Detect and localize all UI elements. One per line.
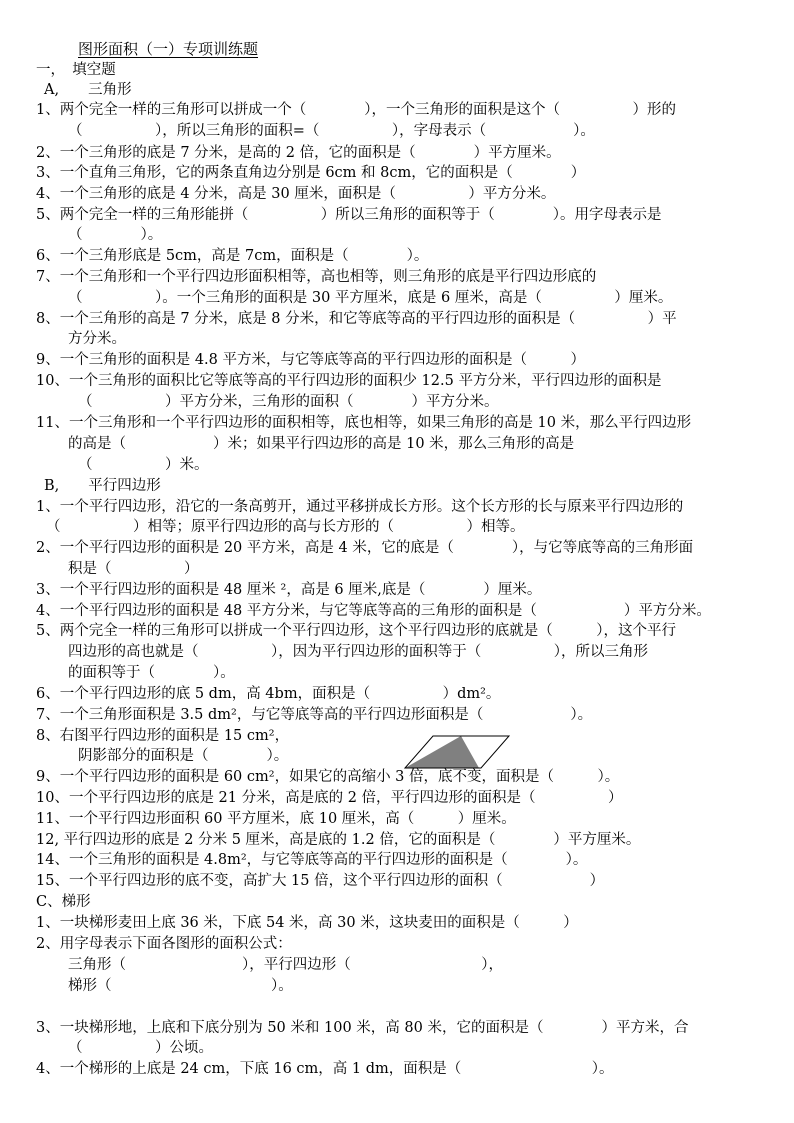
worksheet-title: 图形面积（一）专项训练题 (78, 40, 259, 58)
question-a11-continued-2: （ ）米。 (78, 457, 209, 473)
question-b1-continued: （ ）相等；原平行四边形的高与长方形的（ ）相等。 (46, 519, 525, 535)
question-b12: 12, 平行四边形的底是 2 分米 5 厘米，高是底的 1.2 倍，它的面积是（ ）平方厘米。 (36, 832, 641, 848)
question-b5-continued-2: 的面积等于（ ）。 (68, 665, 235, 681)
question-a7: 7、一个三角形和一个平行四边形面积相等，高也相等，则三角形的底是平行四边形底的 (36, 269, 597, 285)
question-a9: 9、一个三角形的面积是 4.8 平方米，与它等底等高的平行四边形的面积是（ ） (36, 352, 586, 368)
section-a-heading: A, 三角形 (44, 82, 132, 98)
shaded-triangle (405, 736, 479, 768)
question-a8-continued: 方分米。 (68, 331, 126, 347)
question-b8: 8、右图平行四边形的面积是 15 cm²， (36, 728, 290, 744)
question-b10: 10、一个平行四边形的底是 21 分米，高是底的 2 倍，平行四边形的面积是（ ） (36, 790, 623, 806)
question-b1: 1、一个平行四边形，沿它的一条高剪开，通过平移拼成长方形。这个长方形的长与原来平行四边形的 (36, 499, 684, 515)
question-b2: 2、一个平行四边形的面积是 20 平方米，高是 4 米，它的底是（ ），与它等底等高的三角形面 (36, 540, 694, 556)
question-c2-formulas-continued: 梯形（ ）。 (68, 978, 293, 994)
question-b8-continued: 阴影部分的面积是（ ）。 (78, 748, 289, 764)
question-b9: 9、一个平行四边形的面积是 60 cm²，如果它的高缩小 3 倍，底不变，面积是（ ）。 (36, 769, 620, 785)
question-b5: 5、两个完全一样的三角形可以拼成一个平行四边形，这个平行四边形的底就是（ ），这个平行 (36, 623, 676, 639)
section-b-heading: B, 平行四边形 (44, 478, 161, 494)
question-b5-continued: 四边形的高也就是（ ），因为平行四边形的面积等于（ ），所以三角形 (68, 644, 648, 660)
question-b7: 7、一个三角形面积是 3.5 dm²，与它等底等高的平行四边形面积是（ ）。 (36, 707, 593, 723)
question-c3: 3、一块梯形地，上底和下底分别为 50 米和 100 米，高 80 米，它的面积是（ ）平方米，合 (36, 1020, 689, 1036)
question-b3: 3、一个平行四边形的面积是 48 厘米 ²，高是 6 厘米,底是（ ）厘米。 (36, 582, 542, 598)
question-b6: 6、一个平行四边形的底 5 dm，高 4bm，面积是（ ）dm²。 (36, 686, 501, 702)
question-b14: 14、一个三角形的面积是 4.8m²，与它等底等高的平行四边形的面积是（ ）。 (36, 852, 588, 868)
question-c1: 1、一块梯形麦田上底 36 米，下底 54 米，高 30 米，这块麦田的面积是（ ） (36, 915, 578, 931)
parallelogram-figure (403, 734, 511, 770)
question-a8: 8、一个三角形的高是 7 分米，底是 8 分米，和它等底等高的平行四边形的面积是（ ）平 (36, 311, 677, 327)
question-a1: 1、两个完全一样的三角形可以拼成一个（ ），一个三角形的面积是这个（ ）形的 (36, 102, 676, 118)
heading-fill-blank: 一， 填空题 (36, 62, 116, 78)
question-a7-continued: （ ）。一个三角形的面积是 30 平方厘米，底是 6 厘米，高是（ ）厘米。 (68, 290, 673, 306)
question-a11: 11、一个三角形和一个平行四边形的面积相等，底也相等，如果三角形的高是 10 米，那么平行四边形 (36, 415, 692, 431)
question-a10: 10、一个三角形的面积比它等底等高的平行四边形的面积少 12.5 平方分米，平行四边形的面积是 (36, 373, 662, 389)
question-c4: 4、一个梯形的上底是 24 cm，下底 16 cm，高 1 dm，面积是（ ）。 (36, 1061, 614, 1077)
question-a11-continued: 的高是（ ）米；如果平行四边形的高是 10 米，那么三角形的高是 (68, 436, 575, 452)
question-a4: 4、一个三角形的底是 4 分米，高是 30 厘米，面积是（ ）平方分米。 (36, 186, 556, 202)
question-c3-continued: （ ）公顷。 (68, 1040, 213, 1056)
question-a3: 3、一个直角三角形，它的两条直角边分别是 6cm 和 8cm，它的面积是（ ） (36, 165, 586, 181)
question-a5-continued: （ ）。 (68, 227, 163, 243)
question-a2: 2、一个三角形的底是 7 分米，是高的 2 倍，它的面积是（ ）平方厘米。 (36, 145, 561, 161)
question-b4: 4、一个平行四边形的面积是 48 平方分米，与它等底等高的三角形的面积是（ ）平方分米。 (36, 603, 711, 619)
question-a10-continued: （ ）平方分米，三角形的面积（ ）平方分米。 (78, 394, 499, 410)
question-a1-continued: （ ），所以三角形的面积=（ ），字母表示（ ）。 (68, 123, 595, 139)
question-b11: 11、一个平行四边形面积 60 平方厘米，底 10 厘米，高（ ）厘米。 (36, 811, 516, 827)
question-b2-continued: 积是（ ） (68, 561, 199, 577)
question-c2-formulas: 三角形（ ），平行四边形（ ）， (68, 957, 503, 973)
question-c2: 2、用字母表示下面各图形的面积公式： (36, 936, 292, 952)
question-b15: 15、一个平行四边形的底不变，高扩大 15 倍，这个平行四边形的面积（ ） (36, 873, 605, 889)
section-c-heading: C、梯形 (36, 894, 91, 910)
question-a5: 5、两个完全一样的三角形能拼（ ）所以三角形的面积等于（ ）。用字母表示是 (36, 207, 662, 223)
question-a6: 6、一个三角形底是 5cm，高是 7cm，面积是（ ）。 (36, 248, 429, 264)
